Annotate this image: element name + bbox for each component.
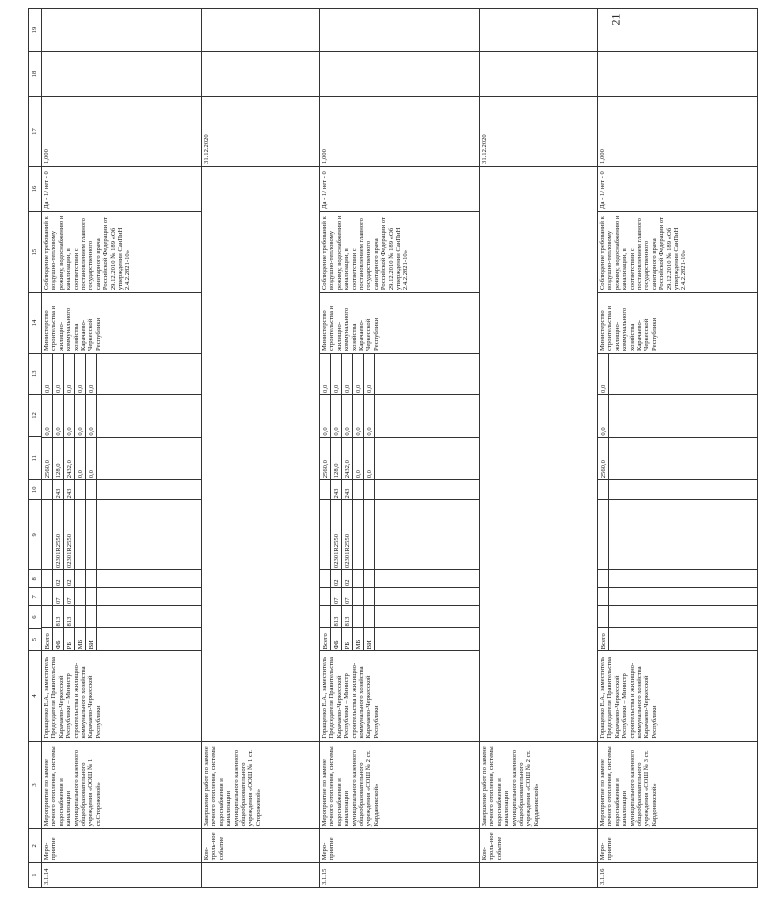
- funding-c9: 02301R2550: [53, 500, 64, 570]
- funding-c8: [364, 570, 375, 588]
- funding-c10: [598, 480, 609, 500]
- funding-c8: 02: [331, 570, 342, 588]
- funding-c9: [42, 500, 53, 570]
- column-number-16: 16: [29, 166, 42, 211]
- funding-c9: 02301R2550: [342, 500, 353, 570]
- funding-c6: 813: [53, 605, 64, 627]
- funding-empty: [375, 354, 480, 394]
- funding-c12: 0,0: [331, 394, 342, 437]
- funding-c8: [320, 570, 331, 588]
- funding-empty: [609, 500, 758, 570]
- funding-c6: [364, 605, 375, 627]
- funding-empty: [609, 588, 758, 606]
- funding-row: [320, 354, 331, 650]
- funding-block: [320, 353, 480, 650]
- empty-cell: [480, 52, 598, 97]
- empty-cell: [320, 52, 480, 97]
- column-number-14: 14: [29, 293, 42, 354]
- funding-c10: [86, 480, 97, 500]
- funding-c13: 0,0: [42, 354, 53, 394]
- item-type: Меро-приятие: [42, 829, 202, 863]
- column-number-15: 15: [29, 212, 42, 293]
- funding-c7: [598, 588, 609, 606]
- funding-c6: [86, 605, 97, 627]
- indicator-unit: Да - 1/ нет - 0: [320, 166, 480, 211]
- funding-c13: 0,0: [86, 354, 97, 394]
- funding-c11: 0,0: [75, 437, 86, 480]
- page-number: 21: [608, 13, 623, 26]
- funding-empty: [97, 437, 202, 480]
- funding-c7: [353, 588, 364, 606]
- funding-c10: 243: [53, 480, 64, 500]
- funding-c12: 0,0: [86, 394, 97, 437]
- funding-c10: 243: [64, 480, 75, 500]
- indicator-unit: Да - 1/ нет - 0: [598, 166, 758, 211]
- funding-c7: [75, 588, 86, 606]
- funding-c10: [75, 480, 86, 500]
- indicator-value: 1,000: [42, 97, 202, 167]
- column-number-4: 4: [29, 651, 42, 741]
- funding-c13: 0,0: [353, 354, 364, 394]
- funding-empty: [375, 500, 480, 570]
- control-event-description: Завершение работ по замене печного отопления, системы водоснабжения и канализации муниципального казенного общеобразовательного учреждения «СОШ № 2 ст. Карданикской»: [480, 741, 598, 829]
- funding-c10: [320, 480, 331, 500]
- funding-src: РБ: [342, 628, 353, 650]
- funding-empty: [375, 588, 480, 606]
- funding-c11: 2560,0: [598, 437, 609, 480]
- empty-cell: [42, 52, 202, 97]
- funding-c6: [75, 605, 86, 627]
- funding-c10: 243: [342, 480, 353, 500]
- funding-c11: 2432,0: [64, 437, 75, 480]
- column-number-19: 19: [29, 9, 42, 52]
- empty-cell: [480, 863, 598, 888]
- funding-c7: [320, 588, 331, 606]
- funding-c9: [353, 500, 364, 570]
- responsible-ministry: Министерство строительства и жилищно-коммунального хозяйства Карачаево-Черкесской Республики: [320, 293, 480, 354]
- funding-c12: 0,0: [353, 394, 364, 437]
- control-date: 31.12.2020: [202, 97, 320, 167]
- measure-row: [320, 9, 480, 888]
- funding-c12: 0,0: [64, 394, 75, 437]
- funding-c8: 02: [64, 570, 75, 588]
- column-number-12: 12: [29, 394, 42, 437]
- funding-c12: 0,0: [320, 394, 331, 437]
- funding-src: Всего: [42, 628, 53, 650]
- funding-c7: 07: [53, 588, 64, 606]
- measure-description: Мероприятие по замене печного отопления, системы водоснабжения и канализации муниципального казенного общеобразовательного учреждения «СОШ № 2 ст. Карданикской»: [320, 741, 480, 829]
- column-number-17: 17: [29, 97, 42, 167]
- item-number: 3.1.16: [598, 863, 758, 888]
- funding-c9: [598, 500, 609, 570]
- funding-c11: 128,0: [331, 437, 342, 480]
- executor: Горащенко Е.А., заместитель Председателя Правительства Карачаево-Черкесской Республики – Министр строительства и жилищно-коммунального хозяйства Карачаево-Черкесской Республики: [598, 651, 758, 741]
- funding-c8: 02: [342, 570, 353, 588]
- funding-c11: 2560,0: [42, 437, 53, 480]
- indicator: Соблюдение требований к воздушно-тепловому режиму, водоснабжению и канализации, в соответствии с постановлением главного государственного санитарного врача Российской Федерации от 29.12.2010 № 189 «Об утверждении СанПиН 2.4.2.2821-10»: [42, 212, 202, 293]
- funding-c13: 0,0: [75, 354, 86, 394]
- funding-c9: 02301R2550: [64, 500, 75, 570]
- item-number: 3.1.15: [320, 863, 480, 888]
- funding-empty: [97, 605, 202, 627]
- funding-src: ФБ: [331, 628, 342, 650]
- funding-c9: 02301R2550: [331, 500, 342, 570]
- control-date: 31.12.2020: [480, 97, 598, 167]
- funding-c8: [353, 570, 364, 588]
- funding-row: [53, 354, 64, 650]
- measure-row: [42, 9, 202, 888]
- funding-src: Всего: [320, 628, 331, 650]
- funding-c6: [42, 605, 53, 627]
- control-event-row: [202, 9, 320, 888]
- funding-row: [64, 354, 75, 650]
- funding-empty: [609, 437, 758, 480]
- funding-row: [86, 354, 97, 650]
- funding-c12: 0,0: [598, 394, 609, 437]
- column-number-5: 5: [29, 628, 42, 651]
- funding-empty: [97, 500, 202, 570]
- item-type: Меро-приятие: [320, 829, 480, 863]
- funding-src: ФБ: [53, 628, 64, 650]
- empty-cell: [202, 52, 320, 97]
- funding-c10: 243: [331, 480, 342, 500]
- funding-empty: [609, 394, 758, 437]
- funding-c12: 0,0: [364, 394, 375, 437]
- funding-c13: 0,0: [331, 354, 342, 394]
- funding-c8: [42, 570, 53, 588]
- funding-empty: [609, 628, 758, 650]
- funding-c11: 0,0: [364, 437, 375, 480]
- funding-c9: [320, 500, 331, 570]
- empty-cell: [598, 9, 758, 52]
- funding-c6: 813: [342, 605, 353, 627]
- funding-c9: [86, 500, 97, 570]
- funding-c12: 0,0: [75, 394, 86, 437]
- funding-c7: [86, 588, 97, 606]
- funding-c11: 2432,0: [342, 437, 353, 480]
- funding-c7: [42, 588, 53, 606]
- measure-description: Мероприятие по замене печного отопления, системы водоснабжения и канализации муниципального казенного общеобразовательного учреждения «СОШ № 3 ст. Кардоникской»: [598, 741, 758, 829]
- funding-src: РБ: [64, 628, 75, 650]
- column-number-11: 11: [29, 437, 42, 480]
- program-table: [28, 8, 758, 888]
- funding-c8: [598, 570, 609, 588]
- funding-c13: 0,0: [342, 354, 353, 394]
- funding-c9: [75, 500, 86, 570]
- column-number-9: 9: [29, 500, 42, 570]
- item-number: 3.1.14: [42, 863, 202, 888]
- empty-cell: [202, 9, 320, 52]
- funding-c6: [598, 605, 609, 627]
- funding-table: [42, 354, 201, 650]
- funding-c8: [86, 570, 97, 588]
- empty-cell: [480, 9, 598, 52]
- empty-cell: [598, 52, 758, 97]
- indicator: Соблюдение требований к воздушно-тепловому режиму, водоснабжению и канализации, в соответствии с постановлением главного государственного санитарного врача Российской Федерации от 29.12.2010 № 189 «Об утверждении СанПиН 2.4.2.2821-10»: [598, 212, 758, 293]
- funding-empty: [97, 354, 202, 394]
- funding-row: [353, 354, 364, 650]
- funding-c12: 0,0: [42, 394, 53, 437]
- responsible-ministry: Министерство строительства и жилищно-коммунального хозяйства Карачаево-Черкесской Республики: [598, 293, 758, 354]
- column-number-10: 10: [29, 480, 42, 500]
- column-number-8: 8: [29, 570, 42, 588]
- funding-empty: [375, 605, 480, 627]
- column-number-7: 7: [29, 588, 42, 606]
- empty-cell: [42, 9, 202, 52]
- funding-c13: 0,0: [364, 354, 375, 394]
- funding-empty: [375, 628, 480, 650]
- empty-cell: [320, 9, 480, 52]
- funding-src: Всего: [598, 628, 609, 650]
- empty-block: [202, 166, 320, 741]
- funding-table: [320, 354, 479, 650]
- funding-c8: [75, 570, 86, 588]
- indicator-value: 1,000: [598, 97, 758, 167]
- funding-row: [75, 354, 86, 650]
- funding-empty: [609, 570, 758, 588]
- funding-empty: [609, 605, 758, 627]
- funding-empty: [375, 570, 480, 588]
- funding-c13: 0,0: [320, 354, 331, 394]
- control-event-description: Завершение работ по замене печного отопления, системы водоснабжения и канализации муниципального казенного общеобразовательного учреждения «ООШ № 1 ст. Сторожевой»: [202, 741, 320, 829]
- indicator-unit: Да - 1/ нет - 0: [42, 166, 202, 211]
- executor: Горащенко Е.А., заместитель Председателя Правительства Карачаево-Черкесской Республики – Министр строительства и жилищно-коммунального хозяйства Карачаево-Черкесской Республики: [42, 651, 202, 741]
- funding-c7: 07: [331, 588, 342, 606]
- funding-src: МБ: [75, 628, 86, 650]
- funding-c10: [364, 480, 375, 500]
- funding-c9: [364, 500, 375, 570]
- funding-row: [342, 354, 353, 650]
- measure-row: [598, 9, 758, 888]
- funding-row: [42, 354, 53, 650]
- funding-empty: [609, 480, 758, 500]
- indicator: Соблюдение требований к воздушно-тепловому режиму, водоснабжению и канализации, в соответствии с постановлением главного государственного санитарного врача Российской Федерации от 29.12.2010 № 189 «Об утверждении СанПиН 2.4.2.2821-10»: [320, 212, 480, 293]
- indicator-value: 1,000: [320, 97, 480, 167]
- funding-row: [331, 354, 342, 650]
- funding-row: [364, 354, 375, 650]
- funding-c11: 0,0: [353, 437, 364, 480]
- funding-gap: [97, 354, 202, 650]
- funding-empty: [97, 628, 202, 650]
- funding-empty: [97, 480, 202, 500]
- funding-c6: [320, 605, 331, 627]
- empty-cell: [202, 863, 320, 888]
- item-type: Кон-троль-ное событие: [480, 829, 598, 863]
- item-type: Меро-приятие: [598, 829, 758, 863]
- empty-block: [480, 166, 598, 741]
- funding-empty: [375, 394, 480, 437]
- column-number-18: 18: [29, 52, 42, 97]
- funding-c11: 0,0: [86, 437, 97, 480]
- funding-c6: [353, 605, 364, 627]
- funding-c7: 07: [342, 588, 353, 606]
- item-type: Кон-троль-ное событие: [202, 829, 320, 863]
- funding-c11: 2560,0: [320, 437, 331, 480]
- funding-c10: [353, 480, 364, 500]
- funding-src: МБ: [353, 628, 364, 650]
- executor: Горащенко Е.А., заместитель Председателя Правительства Карачаево-Черкесской Республики – Министр строительства и жилищно-коммунального хозяйства Карачаево-Черкесской Республики: [320, 651, 480, 741]
- funding-empty: [97, 394, 202, 437]
- funding-block: [42, 353, 202, 650]
- table-body: [42, 9, 758, 888]
- funding-c8: 02: [53, 570, 64, 588]
- funding-c13: 0,0: [53, 354, 64, 394]
- column-number-row: [29, 9, 42, 888]
- funding-block: [598, 353, 758, 650]
- responsible-ministry: Министерство строительства и жилищно-коммунального хозяйства Карачаево-Черкесской Республики: [42, 293, 202, 354]
- funding-empty: [609, 354, 758, 394]
- funding-empty: [97, 570, 202, 588]
- funding-c10: [42, 480, 53, 500]
- column-number-13: 13: [29, 353, 42, 394]
- funding-c12: 0,0: [53, 394, 64, 437]
- funding-c13: 0,0: [64, 354, 75, 394]
- funding-row: [598, 354, 609, 650]
- measure-description: Мероприятие по замене печного отопления, системы водоснабжения и канализации муниципального казенного общеобразовательного учреждения «ООШ № 1 ст.Сторожевой»: [42, 741, 202, 829]
- funding-empty: [97, 588, 202, 606]
- funding-c7: [364, 588, 375, 606]
- column-number-3: 3: [29, 741, 42, 829]
- funding-gap: [609, 354, 758, 650]
- funding-c6: 813: [331, 605, 342, 627]
- rotated-table-container: [28, 8, 688, 888]
- funding-empty: [375, 480, 480, 500]
- column-number-2: 2: [29, 829, 42, 863]
- funding-empty: [375, 437, 480, 480]
- funding-c7: 07: [64, 588, 75, 606]
- funding-table: [598, 354, 757, 650]
- funding-src: ВИ: [364, 628, 375, 650]
- funding-c12: 0,0: [342, 394, 353, 437]
- control-event-row: [480, 9, 598, 888]
- column-number-1: 1: [29, 863, 42, 888]
- funding-c11: 128,0: [53, 437, 64, 480]
- funding-src: ВИ: [86, 628, 97, 650]
- funding-c13: 0,0: [598, 354, 609, 394]
- funding-gap: [375, 354, 480, 650]
- column-number-6: 6: [29, 606, 42, 629]
- funding-c6: 813: [64, 605, 75, 627]
